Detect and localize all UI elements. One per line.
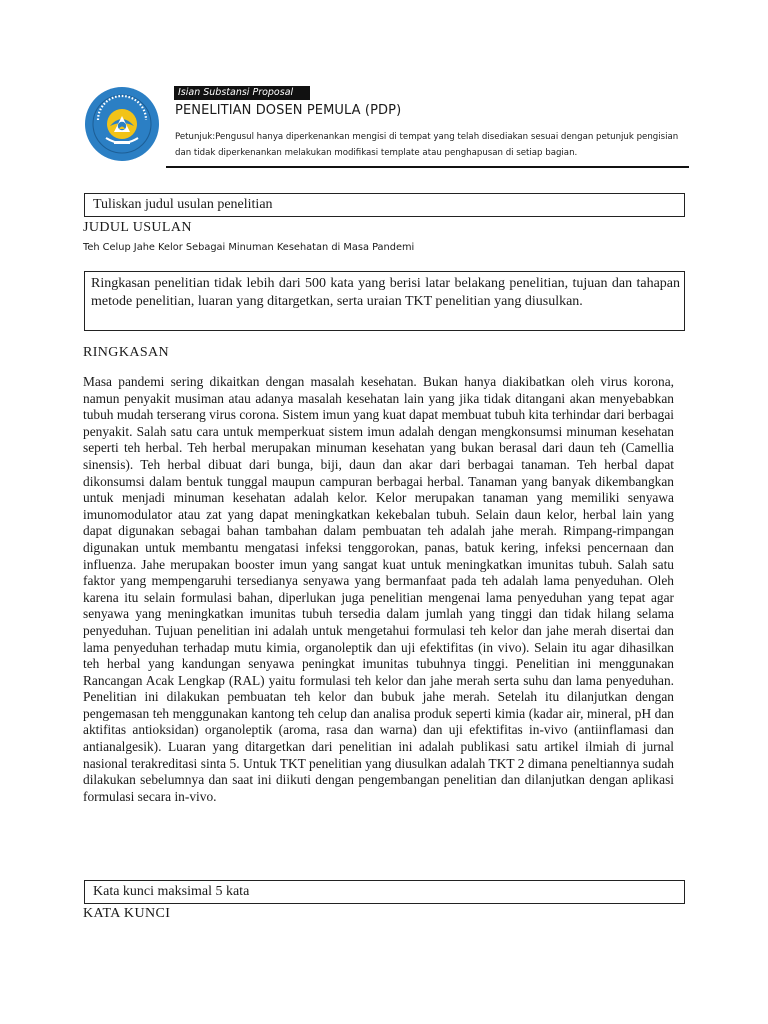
summary-text: Masa pandemi sering dikaitkan dengan masalah kesehatan. Bukan hanya diakibatkan oleh virus korona, namun penyakit musiman atau adanya masalah kesehatan lain yang jika tidak ditangani akan menyebabkan tubuh mudah terserang virus corona. Sistem imun yang kuat dapat membuat tubuh kita terhindar dari berbagai penyakit. Salah satu cara untuk memperkuat sistem imun adalah dengan mengkonsumsi minuman kesehatan seperti teh herbal. Teh herbal merupakan minuman kesehatan yang bukan berasal dari daun teh (Camellia sinensis). Teh herbal dibuat dari bunga, biji, daun dan akar dari berbagai tanaman. Teh herbal dapat dikonsumsi dalam bentuk tunggal maupun campuran berbagai herbal. Tanaman yang banyak dikembangkan untuk menjadi minuman kesehatan adalah kelor. Kelor merupakan tanaman yang memiliki senyawa imunomodulator atau zat yang dapat meningkatkan kekebalan tubuh. Selain daun kelor, herbal lain yang dapat digunakan sebagai bahan tambahan dalam pembuatan teh adalah jahe merah. Rimpang-rimpangan digunakan untuk membantu mengatasi infeksi tenggorokan, panas, batuk kering, infeksi pencernaan dan influenza. Jahe merupakan booster imun yang sangat kuat untuk meningkatkan imunitas tubuh. Salah satu faktor yang mempengaruhi tersedianya senyawa yang bermanfaat pada teh adalah lama penyeduhan. Oleh karena itu selain formulasi bahan, diperlukan juga penelitian mengenai lama penyeduhan yang tepat agar senyawa yang meningkatkan imunitas tubuh tersedia dalam jumlah yang tinggi dan tidak hilang selama penyeduhan. Tujuan penelitian ini adalah untuk mengetahui formulasi teh kelor dan jahe merah disertai dan lama penyeduhan terhadap mutu kimia, organoleptik dan uji efektifitas (in vivo). Selain itu agar dihasilkan teh herbal yang kandungan senyawa peningkat imunitas tubuhnya tinggi. Penelitian ini menggunakan Rancangan Acak Lengkap (RAL) yaitu formulasi teh kelor dan jahe merah serta suhu dan lama penyeduhan. Penelitian ini dilakukan pembuatan teh kelor dan bubuk jahe merah. Setelah itu dilanjutkan dengan pengemasan teh menggunakan kantong teh celup dan analisa produk seperti kimia (kadar air, mineral, pH dan aktifitas antioksidan) organoleptik (aroma, rasa dan warna) dan uji efektifitas in-vivo (antiinflamasi dan antianalgesik). Luaran yang ditargetkan dari penelitian ini adalah publikasi satu artikel ilmiah di jurnal nasional terakreditasi sinta 5. Untuk TKT penelitian yang diusulkan adalah TKT 2 dimana peneltiannya sudah dilakukan sebelumnya dan saat ini diikuti dengan pengembangan penelitian dan dilanjutkan dengan aplikasi formulasi secara in-vivo. — [83, 374, 674, 804]
proposal-title: Teh Celup Jahe Kelor Sebagai Minuman Kesehatan di Masa Pandemi — [83, 242, 415, 253]
keywords-instruction-box: Kata kunci maksimal 5 kata — [84, 880, 685, 904]
page-title: PENELITIAN DOSEN PEMULA (PDP) — [175, 103, 402, 118]
title-label: JUDUL USULAN — [83, 220, 192, 235]
tut-wuri-handayani-logo — [84, 86, 160, 162]
keywords-label: KATA KUNCI — [83, 906, 171, 921]
title-instruction-box: Tuliskan judul usulan penelitian — [84, 193, 685, 217]
summary-label: RINGKASAN — [83, 345, 170, 360]
summary-instruction-box: Ringkasan penelitian tidak lebih dari 500 kata yang berisi latar belakang penelitian, tujuan dan tahapan metode penelitian, luaran yang ditargetkan, serta uraian TKT penelitian yang diusulkan. — [84, 271, 685, 331]
instructions-text: Petunjuk:Pengusul hanya diperkenankan mengisi di tempat yang telah disediakan sesuai dengan petunjuk pengisian dan tidak diperkenankan melakukan modifikasi template atau penghapusan di setiap bagian. — [175, 132, 679, 158]
header-divider — [166, 166, 689, 168]
form-tag: Isian Substansi Proposal — [174, 86, 310, 100]
